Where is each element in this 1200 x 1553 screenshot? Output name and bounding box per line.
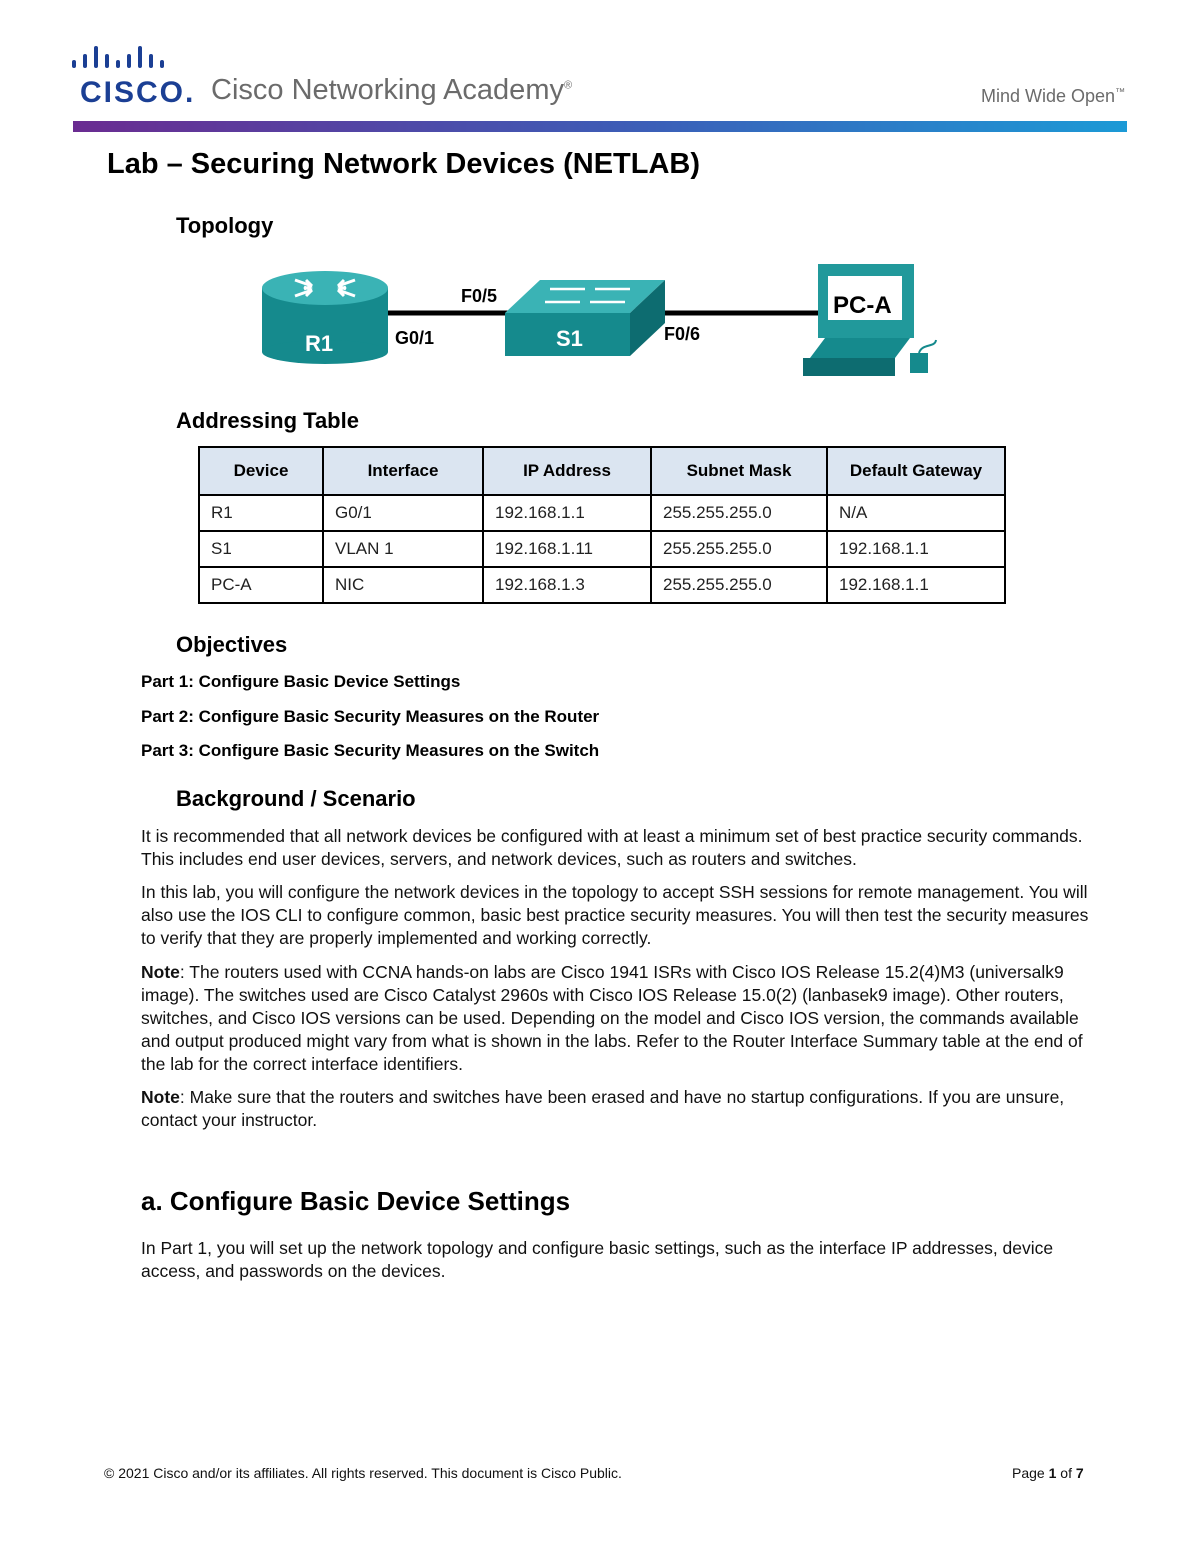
column-header: IP Address bbox=[483, 447, 651, 495]
table-header-row bbox=[199, 447, 1005, 495]
pc-a-icon bbox=[803, 264, 936, 376]
table-row bbox=[199, 495, 1005, 531]
switch-port-right-label: F0/6 bbox=[664, 324, 701, 344]
table-cell: PC-A bbox=[199, 567, 323, 603]
brand-title: Cisco Networking Academy® bbox=[211, 74, 573, 106]
table-cell: NIC bbox=[323, 567, 483, 603]
cisco-logo-bars-icon bbox=[72, 46, 182, 74]
objectives-heading: Objectives bbox=[176, 632, 288, 657]
table-cell: 192.168.1.3 bbox=[483, 567, 651, 603]
objective-part-2: Part 2: Configure Basic Security Measures on the Router bbox=[141, 707, 600, 726]
footer-copyright: © 2021 Cisco and/or its affiliates. All rights reserved. This document is Cisco Public. bbox=[104, 1465, 622, 1481]
page-title: Lab – Securing Network Devices (NETLAB) bbox=[107, 148, 701, 180]
tagline: Mind Wide Open™ bbox=[981, 86, 1126, 106]
column-header: Device bbox=[199, 447, 323, 495]
table-cell: N/A bbox=[827, 495, 1005, 531]
table-cell: 192.168.1.1 bbox=[827, 531, 1005, 567]
table-cell: G0/1 bbox=[323, 495, 483, 531]
addressing-table-heading: Addressing Table bbox=[176, 408, 359, 433]
table-cell: 255.255.255.0 bbox=[651, 567, 827, 603]
objective-part-3: Part 3: Configure Basic Security Measures on the Switch bbox=[141, 741, 600, 760]
section-a-heading: a. Configure Basic Device Settings bbox=[141, 1186, 571, 1216]
table-cell: VLAN 1 bbox=[323, 531, 483, 567]
cisco-logo-wordmark: CISCO. bbox=[80, 76, 196, 109]
pc-label: PC-A bbox=[833, 292, 892, 319]
note-label: Note bbox=[141, 1087, 180, 1107]
footer-page-number: Page 1 of 7 bbox=[1012, 1465, 1084, 1481]
background-heading: Background / Scenario bbox=[176, 786, 416, 811]
table-cell: 192.168.1.1 bbox=[483, 495, 651, 531]
column-header: Subnet Mask bbox=[651, 447, 827, 495]
table-cell: 255.255.255.0 bbox=[651, 531, 827, 567]
column-header: Default Gateway bbox=[827, 447, 1005, 495]
objective-part-1: Part 1: Configure Basic Device Settings bbox=[141, 672, 461, 691]
table-row bbox=[199, 531, 1005, 567]
table-cell: 192.168.1.1 bbox=[827, 567, 1005, 603]
header-gradient-bar bbox=[73, 121, 1127, 132]
switch-label: S1 bbox=[556, 326, 583, 351]
note-paragraph-2: Note: Make sure that the routers and switches have been erased and have no startup configurations. If you are unsure, contact your instructor. bbox=[141, 1087, 1065, 1130]
topology-diagram bbox=[250, 258, 950, 383]
topology-heading: Topology bbox=[176, 213, 274, 238]
table-cell: R1 bbox=[199, 495, 323, 531]
note-label: Note bbox=[141, 962, 180, 982]
background-paragraph-2: In this lab, you will configure the network devices in the topology to accept SSH sessions for remote management. You will also use the IOS CLI to configure common, basic best practice security measures. You will then test the security measures to verify that they are properly implemented and working correctly. bbox=[141, 882, 1089, 948]
table-cell: 255.255.255.0 bbox=[651, 495, 827, 531]
addressing-table bbox=[198, 446, 1006, 604]
switch-s1-icon bbox=[505, 280, 665, 356]
table-row bbox=[199, 567, 1005, 603]
router-port-label: G0/1 bbox=[395, 328, 435, 348]
switch-port-left-label: F0/5 bbox=[461, 286, 498, 306]
section-a-paragraph: In Part 1, you will set up the network topology and configure basic settings, such as the interface IP addresses, device access, and passwords on the devices. bbox=[141, 1238, 1054, 1281]
column-header: Interface bbox=[323, 447, 483, 495]
note-paragraph-1: Note: The routers used with CCNA hands-on labs are Cisco 1941 ISRs with Cisco IOS Release 15.2(4)M3 (universalk9 image). The switches used are Cisco Catalyst 2960s with Cisco IOS Release 15.0(2) (lanbasek9 image). Other routers, switches, and Cisco IOS versions can be used. Depending on the model and Cisco IOS version, the commands available and output produced might vary from what is shown in the labs. Refer to the Router Interface Summary table at the end of the lab for the correct interface identifiers. bbox=[141, 962, 1083, 1074]
table-cell: 192.168.1.11 bbox=[483, 531, 651, 567]
router-label: R1 bbox=[305, 331, 334, 356]
background-paragraph-1: It is recommended that all network devices be configured with at least a minimum set of best practice security commands. This includes end user devices, servers, and network devices, such as routers and switches. bbox=[141, 826, 1083, 869]
table-cell: S1 bbox=[199, 531, 323, 567]
